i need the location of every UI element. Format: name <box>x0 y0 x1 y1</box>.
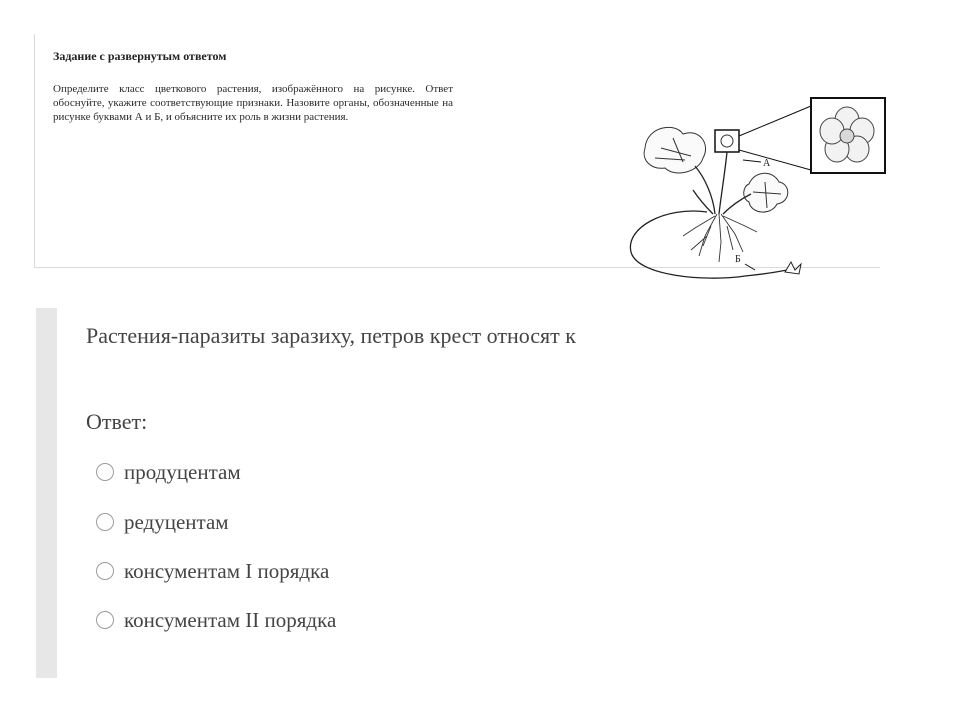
option-decomposers[interactable] <box>96 508 229 536</box>
option-consumers-1[interactable] <box>96 557 329 585</box>
task-title: Задание с развернутым ответом <box>53 49 227 63</box>
task-panel <box>34 34 880 268</box>
question-text: Растения-паразиты заразиху, петров крест относят к <box>86 323 576 348</box>
runner-plantlet <box>785 262 801 274</box>
question-panel <box>36 308 916 678</box>
plant-illustration <box>595 86 895 296</box>
answer-label: Ответ: <box>86 409 148 434</box>
option-label: консументам I порядка <box>124 558 330 583</box>
figure-label-b: Б <box>735 254 741 265</box>
option-label: продуцентам <box>124 459 241 484</box>
flower-inset <box>811 98 885 173</box>
task-text: Определите класс цветкового растения, изображённого на рисунке. Ответ обоснуйте, укажите соответствующие признаки. Назовите органы, обозначенные на рисунке буквами А и Б, и объясните их роль в жизни растения. <box>53 83 453 123</box>
option-producers[interactable] <box>96 458 241 486</box>
radio-button[interactable] <box>96 463 114 481</box>
figure-label-a: А <box>763 158 771 169</box>
plant-roots <box>683 214 757 262</box>
radio-button[interactable] <box>96 513 114 531</box>
radio-button[interactable] <box>96 611 114 629</box>
option-consumers-2[interactable] <box>96 606 336 634</box>
option-label: редуцентам <box>124 509 229 534</box>
flower-small-box <box>715 130 739 152</box>
radio-button[interactable] <box>96 562 114 580</box>
plant-runner <box>630 211 787 278</box>
question-left-bar <box>36 308 57 678</box>
option-label: консументам II порядка <box>124 607 337 632</box>
